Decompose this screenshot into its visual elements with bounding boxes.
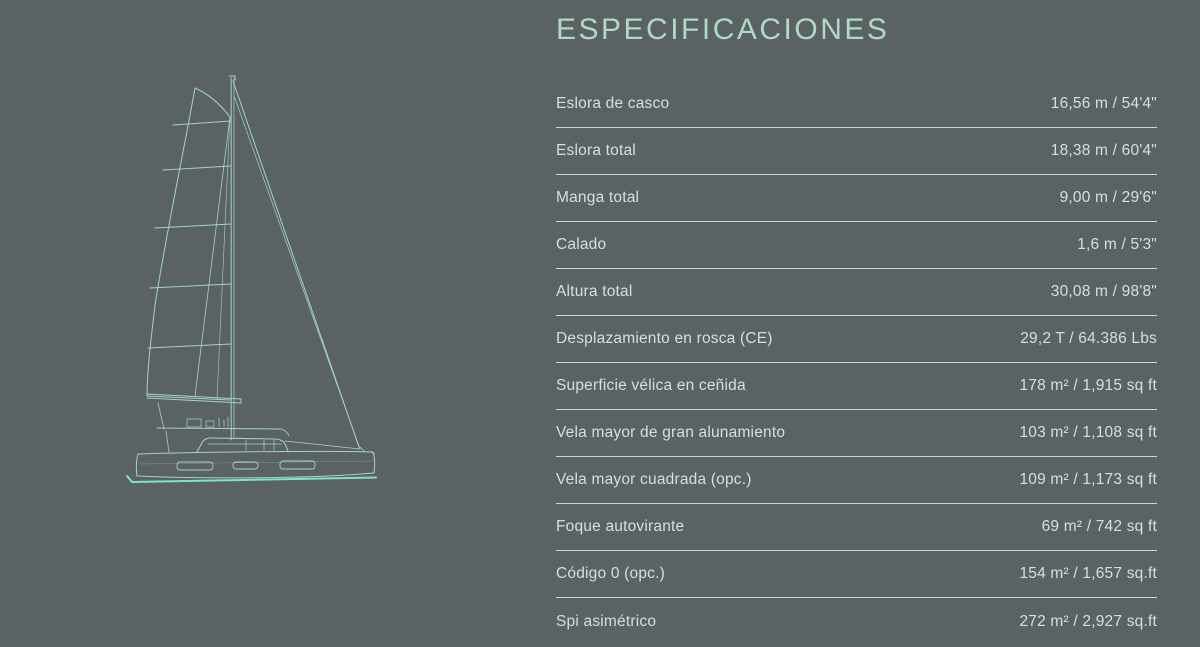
spec-label: Eslora total (556, 142, 636, 159)
spec-row (556, 504, 1157, 551)
spec-row (556, 81, 1157, 128)
spec-row (556, 269, 1157, 316)
spec-label: Vela mayor cuadrada (opc.) (556, 471, 752, 488)
hardtop-arch (157, 417, 289, 452)
spec-value: 178 m² / 1,915 sq ft (1019, 377, 1157, 394)
spec-label: Desplazamiento en rosca (CE) (556, 330, 773, 347)
spec-value: 69 m² / 742 sq ft (1041, 518, 1157, 535)
spec-value: 1,6 m / 5'3" (1077, 236, 1157, 253)
spec-label: Altura total (556, 283, 633, 300)
mainsail (147, 88, 231, 400)
spec-row (556, 128, 1157, 175)
spec-value: 29,2 T / 64.386 Lbs (1020, 330, 1157, 347)
spec-row (556, 316, 1157, 363)
mast (229, 76, 235, 440)
spec-value: 9,00 m / 29'6" (1059, 189, 1157, 206)
spec-label: Vela mayor de gran alunamiento (556, 424, 786, 441)
coachroof (197, 438, 360, 452)
specs-table (556, 81, 1157, 645)
spec-row (556, 410, 1157, 457)
page-title: ESPECIFICACIONES (556, 13, 890, 46)
boom (147, 394, 241, 429)
catamaran-line-drawing (78, 55, 413, 500)
forestay (233, 81, 365, 452)
spec-value: 103 m² / 1,108 sq ft (1019, 424, 1157, 441)
spec-row (556, 551, 1157, 598)
spec-label: Foque autovirante (556, 518, 685, 535)
spec-value: 30,08 m / 98'8" (1050, 283, 1157, 300)
spec-value: 109 m² / 1,173 sq ft (1019, 471, 1157, 488)
spec-value: 154 m² / 1,657 sq.ft (1019, 565, 1157, 582)
spec-row (556, 598, 1157, 645)
spec-label: Manga total (556, 189, 640, 206)
spec-row (556, 457, 1157, 504)
spec-row (556, 222, 1157, 269)
spec-row (556, 175, 1157, 222)
spec-label: Calado (556, 236, 607, 253)
spec-label: Código 0 (opc.) (556, 565, 665, 582)
spec-value: 18,38 m / 60'4" (1050, 142, 1157, 159)
spec-label: Eslora de casco (556, 95, 670, 112)
hull (136, 451, 375, 478)
spec-value: 16,56 m / 54'4" (1050, 95, 1157, 112)
catamaran-svg (78, 55, 413, 500)
spec-label: Spi asimétrico (556, 612, 657, 630)
spec-value: 272 m² / 2,927 sq.ft (1019, 612, 1157, 630)
spec-row (556, 363, 1157, 410)
spec-label: Superficie vélica en ceñida (556, 377, 746, 394)
